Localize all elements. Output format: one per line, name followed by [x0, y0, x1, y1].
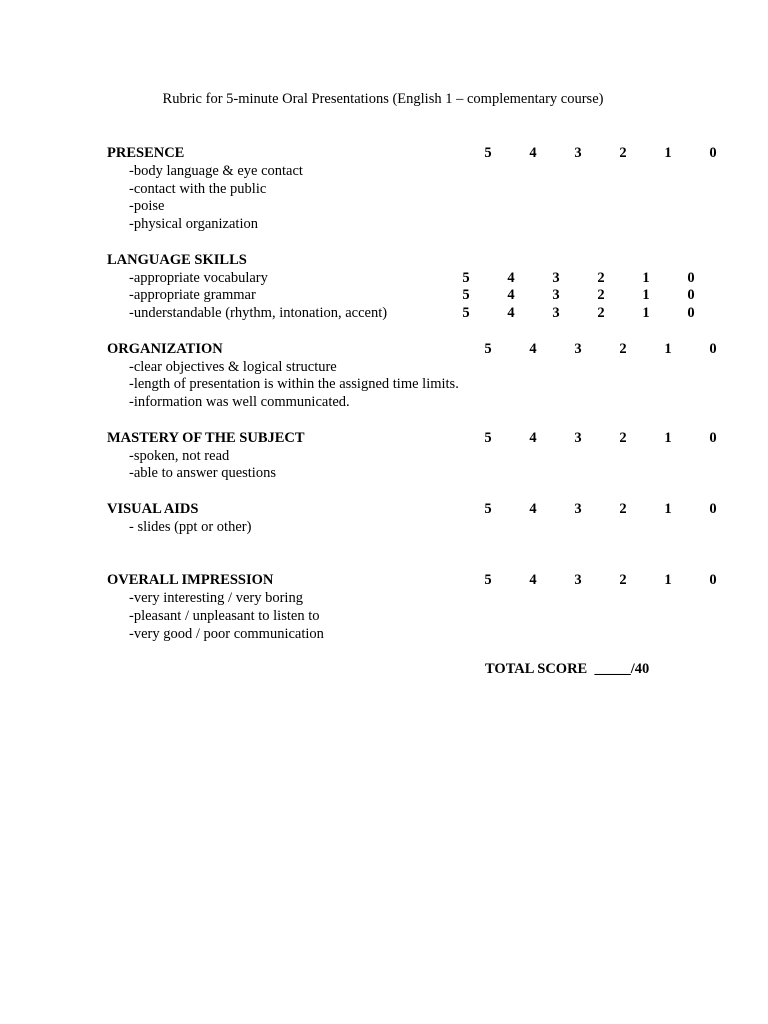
section-heading-overall: OVERALL IMPRESSION 5 4 3 2 1 0: [107, 572, 717, 589]
criterion-item: -understandable (rhythm, intonation, accent) 5 4 3 2 1 0: [129, 305, 695, 322]
criterion-item: -very interesting / very boring: [129, 589, 303, 606]
criterion-item: -body language & eye contact: [129, 162, 303, 179]
criterion-item: -clear objectives & logical structure: [129, 358, 337, 375]
document-title: Rubric for 5-minute Oral Presentations (English 1 – complementary course): [162, 91, 604, 107]
criterion-item: -able to answer questions: [129, 465, 276, 482]
criterion-item: -appropriate vocabulary 5 4 3 2 1 0: [129, 269, 695, 286]
criterion-item: -information was well communicated.: [129, 394, 350, 411]
section-heading-presence: PRESENCE 5 4 3 2 1 0: [107, 145, 717, 161]
criterion-item: -poise: [129, 198, 165, 215]
criterion-item: -pleasant / unpleasant to listen to: [129, 607, 320, 624]
section-heading-organization: ORGANIZATION 5 4 3 2 1 0: [107, 340, 717, 357]
section-heading-language: LANGUAGE SKILLS: [107, 251, 247, 268]
criterion-item: -appropriate grammar 5 4 3 2 1 0: [129, 287, 695, 304]
criterion-item: - slides (ppt or other): [129, 518, 252, 535]
section-heading-visual-aids: VISUAL AIDS 5 4 3 2 1 0: [107, 500, 717, 517]
criterion-item: -physical organization: [129, 216, 258, 233]
criterion-item: -contact with the public: [129, 180, 267, 197]
criterion-item: -length of presentation is within the assigned time limits.: [129, 376, 459, 393]
criterion-item: -very good / poor communication: [129, 625, 324, 642]
total-score-row: [107, 661, 747, 679]
criterion-item: -spoken, not read: [129, 447, 230, 464]
rubric: [107, 145, 747, 679]
total-score: TOTAL SCORE _____/40: [485, 661, 650, 678]
section-heading-mastery: MASTERY OF THE SUBJECT 5 4 3 2 1 0: [107, 429, 717, 446]
